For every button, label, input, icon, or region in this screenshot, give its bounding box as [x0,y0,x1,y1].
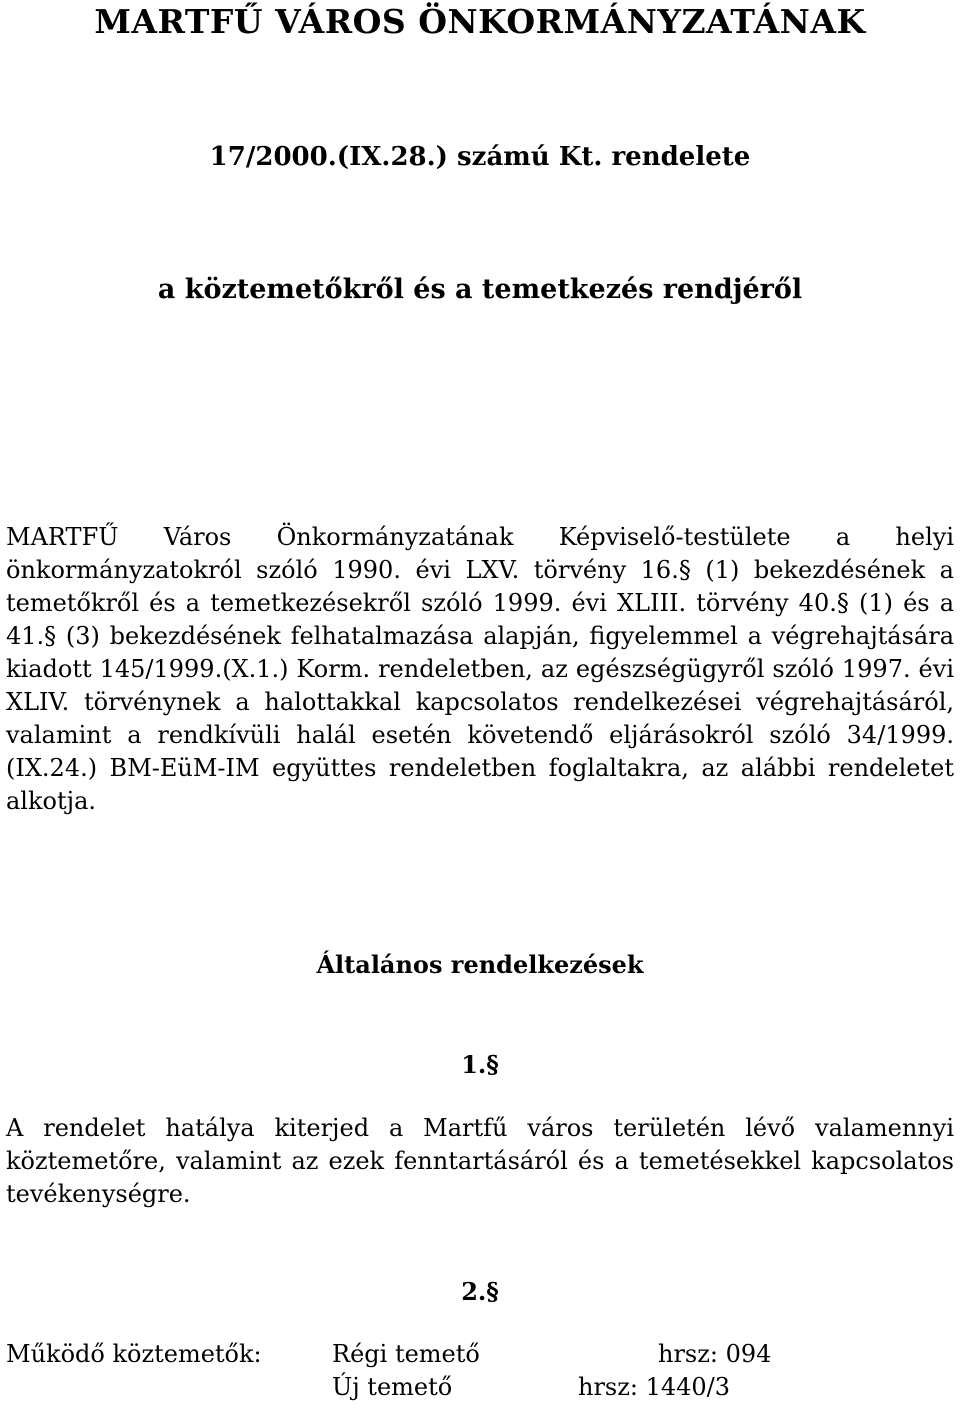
preamble-text: MARTFŰ Város Önkormányzatának Képviselő-testülete a helyi önkormányzatokról szóló 1990. évi LXV. törvény 16.§ (1) bekezdésének a temetőkről és a temetkezésekről szóló 1999. évi XLIII. törvény 40.§ (1) és a 41.§ (3) bekezdésének felhatalmazása alapján, figyelemmel a végrehajtására kiadott 145/1999.(X.1.) Korm. rendeletben, az egészségügyről szóló 1997. évi XLIV. törvénynek a halottakkal kapcsolatos rendelkezései végrehajtásáról, valamint a rendkívüli halál esetén követendő eljárásokról szóló 34/1999.(IX.24.) BM-EüM-IM együttes rendeletben foglaltakra, az alábbi rendeletet alkotja. [6,523,954,815]
section-1-text: A rendelet hatálya kiterjed a Martfű város területén lévő valamennyi köztemetőre, valamint az ezek fenntartásáról és a temetésekkel kapcsolatos tevékenységre. [6,1114,954,1208]
cemetery-1-name: Régi temető [332,1340,480,1368]
cemetery-2-name: Új temető [332,1373,453,1401]
section-1-body [6,1112,954,1211]
section-2-number: 2.§ [461,1277,499,1306]
cemetery-1-plot: hrsz: 094 [658,1340,772,1368]
document-title: MARTFŰ VÁROS ÖNKORMÁNYZATÁNAK [94,2,866,41]
cemetery-2-plot: hrsz: 1440/3 [578,1373,731,1401]
preamble [6,521,954,818]
decree-subject: a köztemetőkről és a temetkezés rendjéről [157,274,803,305]
cemeteries-label: Működő köztemetők: [6,1340,262,1368]
section-1-number: 1.§ [461,1050,499,1079]
general-provisions-heading: Általános rendelkezések [316,950,644,979]
decree-number: 17/2000.(IX.28.) számú Kt. rendelete [209,142,751,172]
